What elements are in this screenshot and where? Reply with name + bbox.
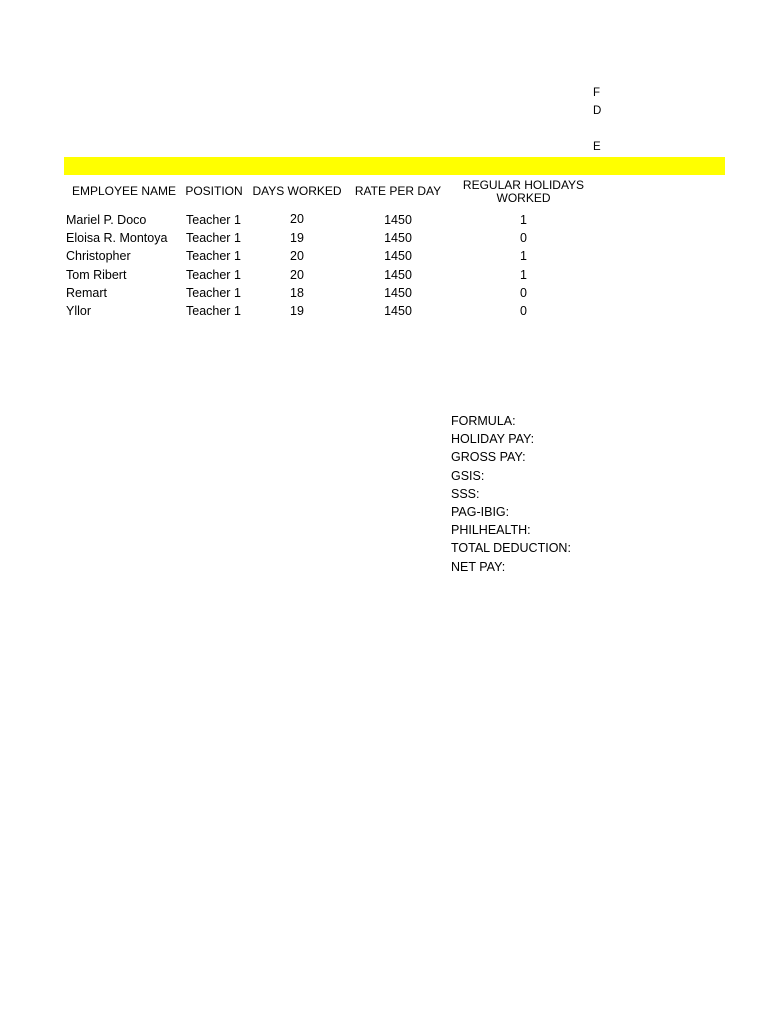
highlight-bar	[64, 157, 725, 175]
header-regular-holidays-line2: WORKED	[496, 191, 551, 205]
days-worked-cell: 20	[290, 212, 304, 226]
sss-label: SSS:	[451, 486, 480, 501]
pag-ibig-label: PAG-IBIG:	[451, 504, 510, 519]
days-worked-cell: 19	[290, 231, 304, 245]
philhealth-label: PHILHEALTH:	[451, 523, 531, 538]
position-cell: Teacher 1	[186, 268, 241, 282]
clipped-title-fragment-1: F	[593, 87, 601, 99]
employee-name-cell: Remart	[66, 286, 107, 300]
employee-name-cell: Mariel P. Doco	[66, 213, 147, 227]
gsis-label: GSIS:	[451, 468, 485, 483]
regular-holidays-cell: 0	[520, 304, 527, 318]
regular-holidays-cell: 1	[520, 249, 527, 263]
formula-label: FORMULA:	[451, 414, 516, 428]
header-rate-per-day: RATE PER DAY	[354, 184, 442, 198]
position-cell: Teacher 1	[186, 286, 241, 300]
position-cell: Teacher 1	[186, 249, 241, 263]
header-position: POSITION	[185, 184, 243, 198]
position-cell: Teacher 1	[186, 231, 241, 245]
gross-pay-label: GROSS PAY:	[451, 450, 526, 465]
net-pay-label: NET PAY:	[451, 559, 506, 574]
regular-holidays-cell: 0	[520, 286, 527, 300]
employee-name-cell: Yllor	[66, 304, 92, 318]
employee-name-cell: Eloisa R. Montoya	[66, 231, 168, 245]
clipped-title-fragment-3: E	[593, 141, 601, 153]
days-worked-cell: 20	[290, 249, 304, 263]
rate-per-day-cell: 1450	[384, 268, 412, 282]
formula-list	[451, 413, 571, 577]
rate-per-day-cell: 1450	[384, 249, 412, 263]
position-cell: Teacher 1	[186, 213, 241, 227]
days-worked-cell: 20	[290, 268, 304, 282]
rate-per-day-cell: 1450	[384, 286, 412, 300]
rate-per-day-cell: 1450	[384, 213, 412, 227]
table-row	[0, 212, 768, 230]
holiday-pay-label: HOLIDAY PAY:	[451, 432, 535, 447]
table-row	[0, 230, 768, 248]
regular-holidays-cell: 0	[520, 231, 527, 245]
clipped-title-fragment-2: D	[593, 105, 602, 117]
table-row	[0, 285, 768, 303]
employee-name-cell: Tom Ribert	[66, 268, 127, 282]
total-deduction-label: TOTAL DEDUCTION:	[451, 541, 571, 556]
rate-per-day-cell: 1450	[384, 304, 412, 318]
header-days-worked: DAYS WORKED	[252, 184, 342, 198]
position-cell: Teacher 1	[186, 304, 241, 318]
table-row	[0, 248, 768, 266]
table-row	[0, 303, 768, 321]
rate-per-day-cell: 1450	[384, 231, 412, 245]
employee-name-cell: Christopher	[66, 249, 131, 263]
header-regular-holidays-line1: REGULAR HOLIDAYS	[462, 178, 585, 192]
table-row	[0, 267, 768, 285]
header-employee-name: EMPLOYEE NAME	[71, 184, 177, 198]
days-worked-cell: 19	[290, 304, 304, 318]
header-regular-holidays-worked	[458, 179, 589, 205]
regular-holidays-cell: 1	[520, 268, 527, 282]
regular-holidays-cell: 1	[520, 213, 527, 227]
days-worked-cell: 18	[290, 286, 304, 300]
